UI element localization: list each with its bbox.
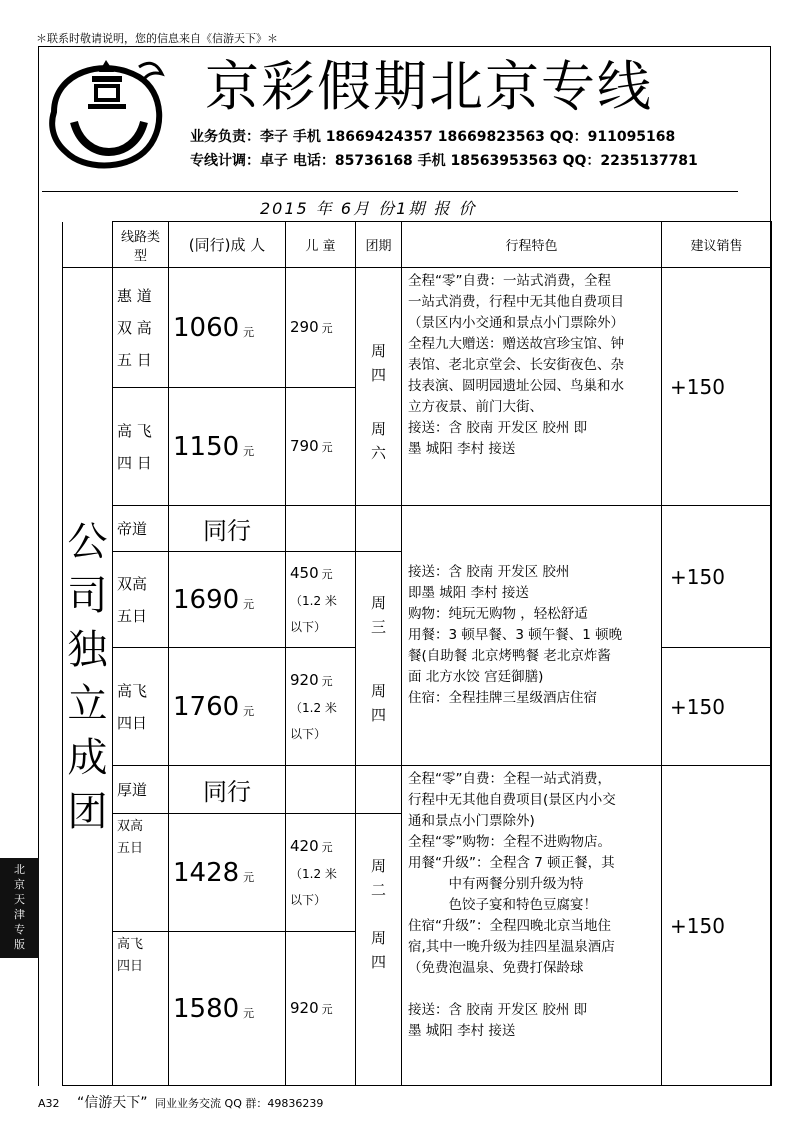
g1-adult-price-1: 1060 元 — [169, 268, 286, 388]
g3-price-title: 同行 — [169, 766, 286, 814]
g2-suggested-sale-1: +150 — [662, 506, 772, 648]
g3-features: 全程“零”自费：全程一站式消费， 行程中无其他自费项目(景区内小交 通和景点小门票除外) 全程“零”购物：全程不进购物店。 用餐“升级”：全程含 7 顿正餐，其 中有两餐分别升级为特 色饺子宴和特色豆腐宴！ 住宿“升级”：全程四晚北京当地住 宿,其中一晚升级为挂四星温泉酒店 （免费泡温泉、免费打保龄球 接送：含 胶南 开发区 胶州 即 墨 城阳 李村 接送 — [402, 766, 662, 1086]
g1-child-price-2: 790 元 — [286, 388, 356, 506]
g2-features: 接送：含 胶南 开发区 胶州 即墨 城阳 李村 接送 购物：纯玩无购物 ，轻松舒适 用餐：3 顿早餐、3 顿午餐、1 顿晚 餐(自助餐 北京烤鸭餐 老北京炸酱 面 北方水饺 宫廷御膳) 住宿：全程挂牌三星级酒店住宿 — [402, 506, 662, 766]
header-features: 行程特色 — [402, 222, 662, 268]
header-blank — [63, 222, 113, 268]
edition-sidebar: 北 京 天 津 专 版 — [0, 858, 39, 958]
side-char: 立 — [67, 680, 108, 727]
g3-depart-days: 周 二 周 四 — [356, 814, 402, 1086]
g3-suggested-sale: +150 — [662, 766, 772, 1086]
g3-route-2: 高飞 四日 — [113, 932, 169, 1086]
g1-suggested-sale: +150 — [662, 268, 772, 506]
g1-route-1: 惠 道 双 高 五 日 — [113, 268, 169, 388]
g3-child-price-1: 420 元 （1.2 米 以下） — [286, 814, 356, 932]
g1-child-price-1: 290 元 — [286, 268, 356, 388]
side-char: 公 — [67, 518, 108, 565]
company-name: 京彩假期北京专线 — [205, 55, 653, 118]
g2-child-price-1: 450 元 （1.2 米 以下） — [286, 552, 356, 648]
contact-line-2: 专线计调：卓子 电话：85736168 手机 18563953563 QQ：2235137781 — [190, 153, 698, 169]
g1-route-2: 高 飞 四 日 — [113, 388, 169, 506]
g2-route-1: 双高 五日 — [113, 552, 169, 648]
side-char: 独 — [67, 626, 108, 673]
g3-child-price-2: 920 元 — [286, 932, 356, 1086]
g2-days-blank — [356, 506, 402, 552]
header-separator — [42, 191, 738, 192]
g1-adult-price-2: 1150 元 — [169, 388, 286, 506]
header-route: 线路类型 — [113, 222, 169, 268]
g2-price-title: 同行 — [169, 506, 286, 552]
footer-brand: “信游天下” — [77, 1095, 148, 1111]
header-adult: (同行)成 人 — [169, 222, 286, 268]
price-table — [62, 221, 772, 1086]
price-table-wrap — [62, 221, 771, 1085]
g3-child-blank — [286, 766, 356, 814]
g3-adult-price-1: 1428 元 — [169, 814, 286, 932]
quote-period: 2015 年 6月 份1期 报 价 — [260, 199, 477, 218]
g2-child-blank — [286, 506, 356, 552]
header-sale: 建议销售 — [662, 222, 772, 268]
side-char: 成 — [67, 734, 108, 781]
g1-features: 全程“零”自费：一站式消费，全程 一站式消费，行程中无其他自费项目 （景区内小交通和景点小门票除外） 全程九大赠送：赠送故宫珍宝馆、钟 表馆、老北京堂会、长安街夜色、杂 技表演、圆明园遗址公园、鸟巢和水 立方夜景、前门大街、 接送：含 胶南 开发区 胶州 即 墨 城阳 李村 接送 — [402, 268, 662, 506]
g2-route-title: 帝道 — [113, 506, 169, 552]
g3-days-blank — [356, 766, 402, 814]
g3-route-title: 厚道 — [113, 766, 169, 814]
g1-depart-days: 周 四 周 六 — [356, 268, 402, 506]
contact-line-1: 业务负责：李子 手机 18669424357 18669823563 QQ：911095168 — [190, 129, 676, 145]
top-note: ＊联系时敬请说明，您的信息来自《信游天下》＊ — [36, 32, 278, 45]
side-label — [63, 268, 113, 1086]
g3-route-1: 双高 五日 — [113, 814, 169, 932]
g2-depart-days: 周 三 周 四 — [356, 552, 402, 766]
side-char: 团 — [67, 788, 108, 835]
g2-route-2: 高飞 四日 — [113, 648, 169, 766]
header-depart: 团期 — [356, 222, 402, 268]
g2-adult-price-1: 1690 元 — [169, 552, 286, 648]
side-char: 司 — [67, 572, 108, 619]
footer-qq-group: 同业业务交流 QQ 群：49836239 — [155, 1097, 324, 1110]
header-child: 儿 童 — [286, 222, 356, 268]
company-logo — [44, 52, 170, 174]
page-footer — [38, 1092, 323, 1112]
page-number: A32 — [38, 1097, 60, 1110]
g2-child-price-2: 920 元 （1.2 米 以下） — [286, 648, 356, 766]
g2-suggested-sale-2: +150 — [662, 648, 772, 766]
g3-adult-price-2: 1580 元 — [169, 932, 286, 1086]
g2-adult-price-2: 1760 元 — [169, 648, 286, 766]
